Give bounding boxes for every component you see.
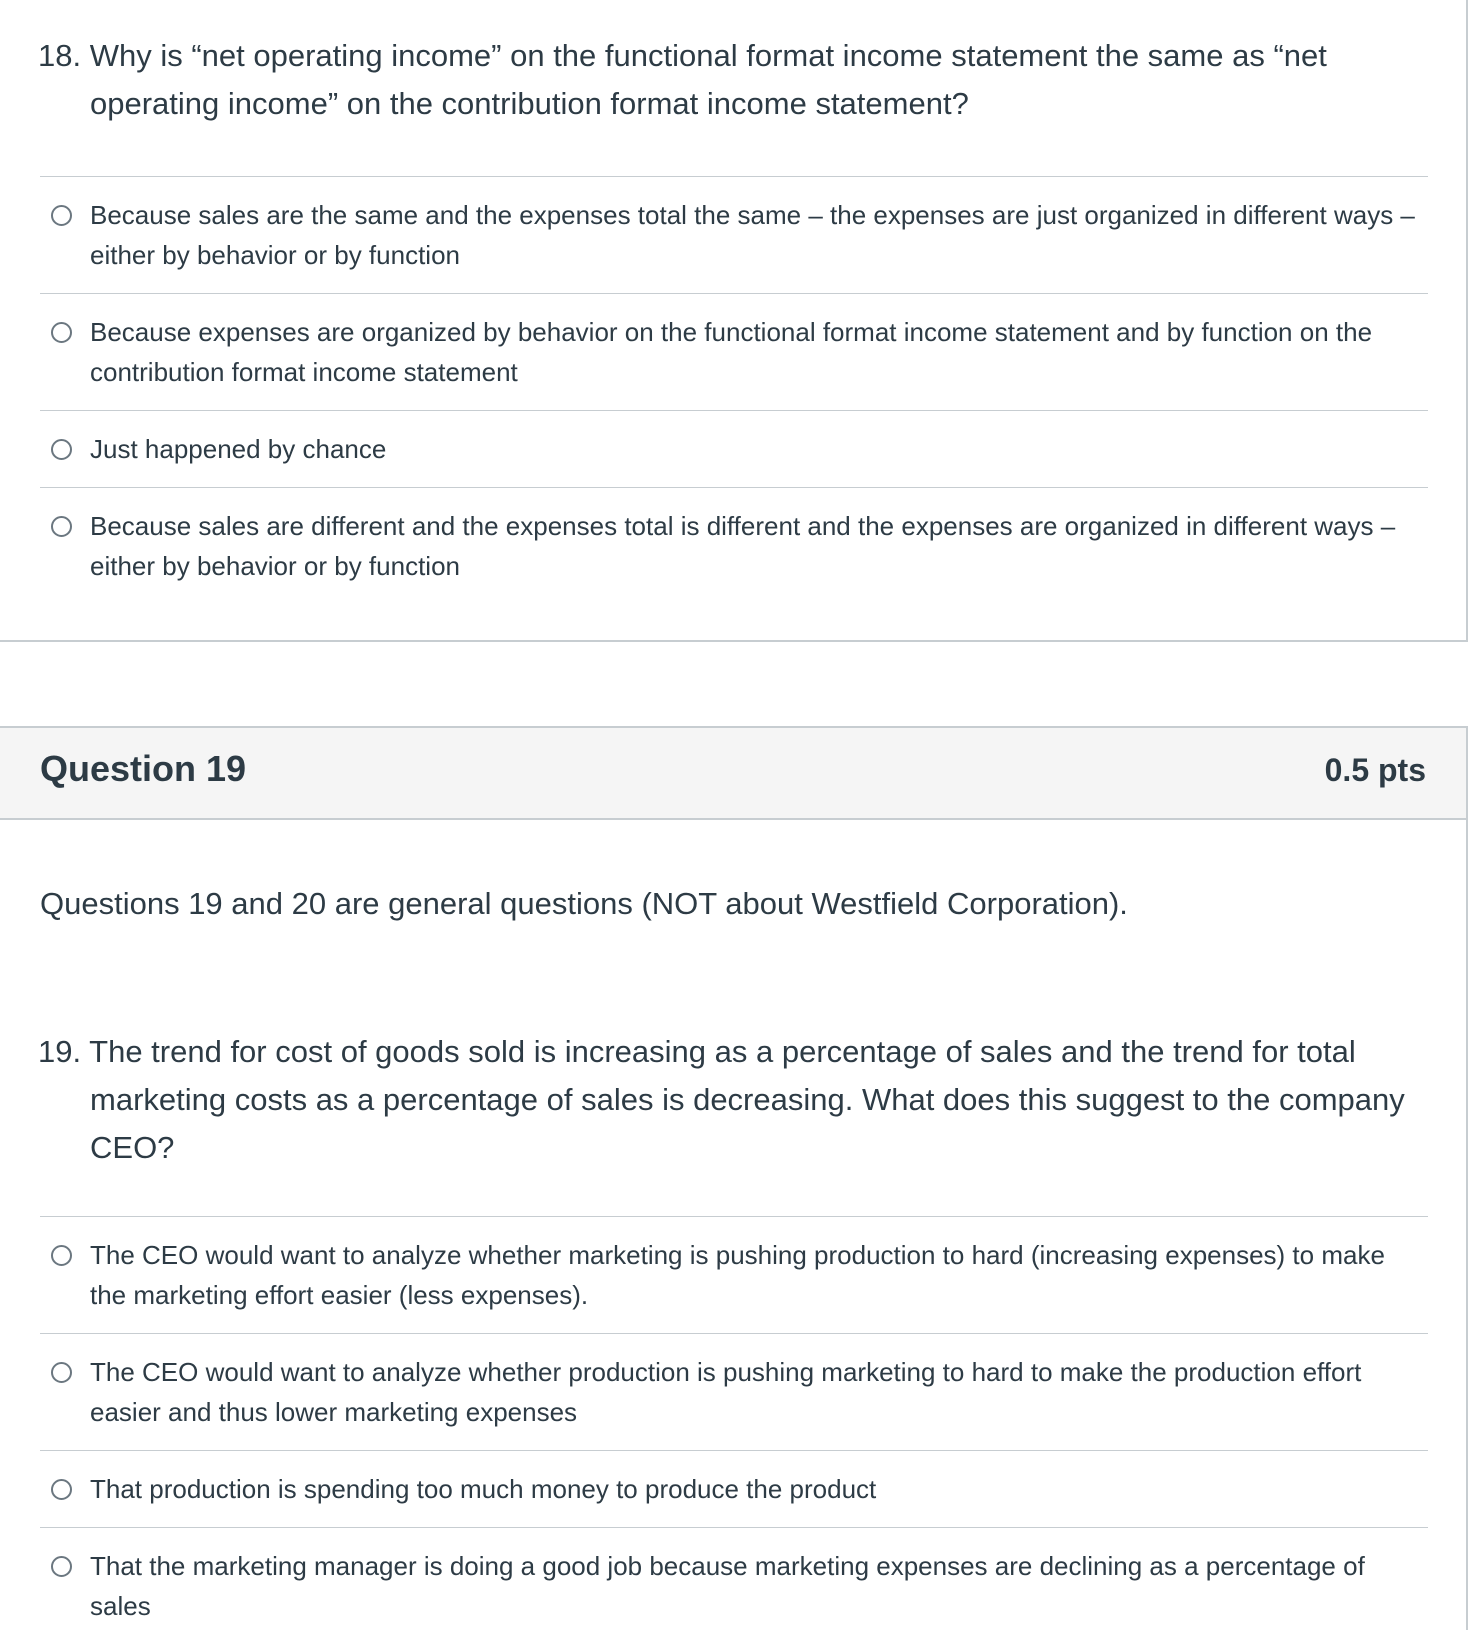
question-header [0, 728, 1466, 820]
answer-option[interactable] [40, 487, 1428, 604]
question-points: 0.5 pts [1324, 752, 1426, 788]
answer-option[interactable] [40, 293, 1428, 410]
answer-label: That the marketing manager is doing a good job because marketing expenses are declining as a percentage of sales [90, 1551, 1365, 1621]
radio-button[interactable] [51, 1245, 72, 1266]
answer-option[interactable] [40, 1333, 1428, 1450]
answer-option[interactable] [40, 410, 1428, 487]
answer-option[interactable] [40, 176, 1428, 293]
answer-label: The CEO would want to analyze whether production is pushing marketing to hard to make the production effort easier and thus lower marketing expenses [90, 1357, 1362, 1427]
radio-button[interactable] [51, 1556, 72, 1577]
radio-button[interactable] [51, 439, 72, 460]
question-19-card [0, 726, 1468, 1630]
answer-label: Just happened by chance [90, 434, 387, 464]
answer-label: Because expenses are organized by behavior on the functional format income statement and by function on the contribution format income statement [90, 317, 1373, 387]
question-18-text: 18. Why is “net operating income” on the functional format income statement the same as “net operating income” on the contribution format income statement? [38, 38, 1327, 121]
radio-button[interactable] [51, 1479, 72, 1500]
answer-option[interactable] [40, 1216, 1428, 1333]
answer-label: Because sales are different and the expenses total is different and the expenses are organized in different ways – either by behavior or by function [90, 511, 1396, 581]
answer-label: The CEO would want to analyze whether marketing is pushing production to hard (increasing expenses) to make the marketing effort easier (less expenses). [90, 1240, 1385, 1310]
question-title: Question 19 [40, 748, 247, 789]
radio-button[interactable] [51, 516, 72, 537]
answer-label: Because sales are the same and the expenses total the same – the expenses are just organized in different ways – either by behavior or by function [90, 200, 1415, 270]
question-18-answers [40, 176, 1428, 604]
radio-button[interactable] [51, 322, 72, 343]
question-intro: Questions 19 and 20 are general questions (NOT about Westfield Corporation). [40, 886, 1128, 921]
answer-option[interactable] [40, 1527, 1428, 1644]
question-19-answers [40, 1216, 1428, 1644]
question-19-text: 19. The trend for cost of goods sold is increasing as a percentage of sales and the trend for total marketing costs as a percentage of sales is decreasing. What does this suggest to the company CEO? [38, 1034, 1405, 1165]
answer-option[interactable] [40, 1450, 1428, 1527]
answer-label: That production is spending too much money to produce the product [90, 1474, 877, 1504]
radio-button[interactable] [51, 1362, 72, 1383]
question-18-card [0, 0, 1468, 642]
radio-button[interactable] [51, 205, 72, 226]
